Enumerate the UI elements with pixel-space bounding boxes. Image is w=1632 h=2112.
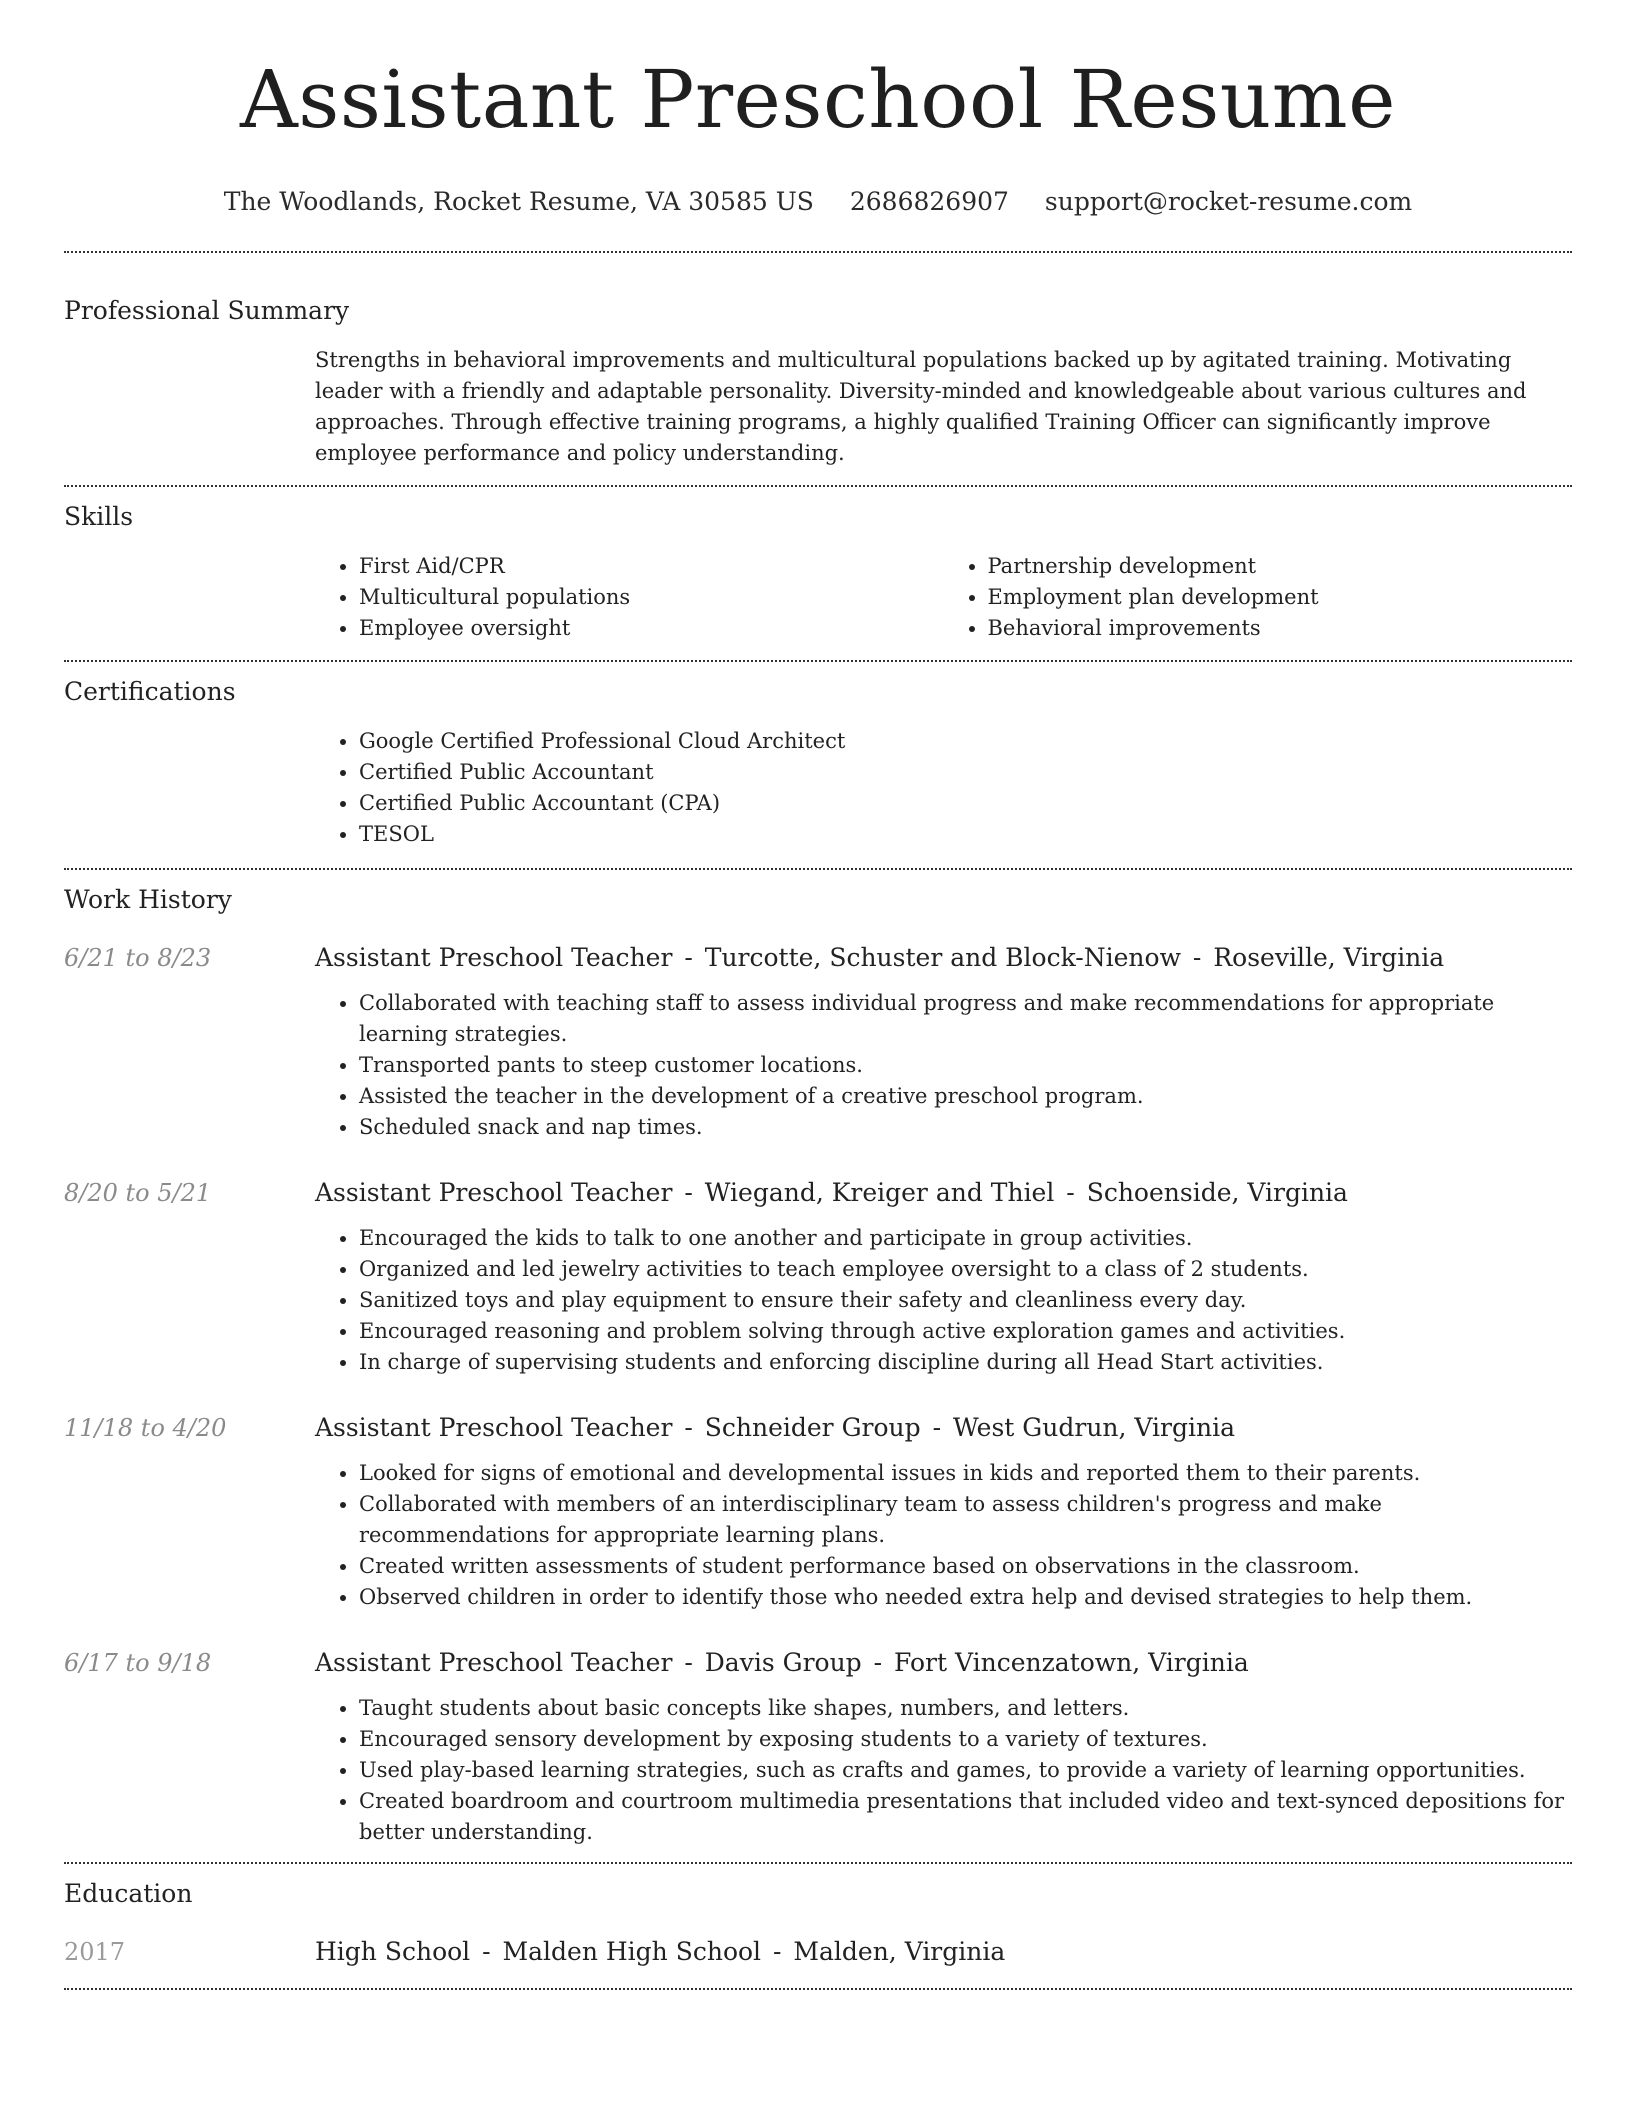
job-bullets [315, 1223, 1572, 1378]
job-bullets [315, 1458, 1572, 1613]
job-entry [64, 1177, 1572, 1378]
skills-list-right [944, 551, 1573, 644]
education-location: Malden, Virginia [793, 1937, 1006, 1966]
education-heading-line: High School - Malden High School - Malden, Virginia [315, 1937, 1006, 1966]
job-bullet: • Looked for signs of emotional and developmental issues in kids and reported them to their parents. [359, 1458, 1572, 1489]
education-section [64, 1878, 1572, 1968]
job-heading: Assistant Preschool Teacher - Davis Group - Fort Vincenzatown, Virginia [315, 1648, 1249, 1677]
skills-section [64, 501, 1572, 644]
certification-item: • Google Certified Professional Cloud Architect [359, 726, 1572, 757]
skill-item: • First Aid/CPR [359, 551, 944, 582]
certifications-section [64, 676, 1572, 850]
work-heading: Work History [64, 885, 232, 914]
job-heading: Assistant Preschool Teacher - Schneider Group - West Gudrun, Virginia [315, 1413, 1235, 1442]
skill-item: • Partnership development [988, 551, 1573, 582]
contact-address: The Woodlands, Rocket Resume, VA 30585 US [223, 187, 814, 216]
job-bullet: • Sanitized toys and play equipment to ensure their safety and cleanliness every day. [359, 1285, 1572, 1316]
job-date: 8/20 to 5/21 [64, 1179, 212, 1207]
certification-item: • TESOL [359, 819, 1572, 850]
job-body [315, 1458, 1572, 1613]
certifications-body [315, 726, 1572, 850]
job-bullet: • Encouraged reasoning and problem solving through active exploration games and activities. [359, 1316, 1572, 1347]
job-role: Assistant Preschool Teacher [315, 1413, 673, 1442]
job-bullets [315, 1693, 1572, 1848]
education-heading: Education [64, 1879, 193, 1908]
work-section [64, 884, 1572, 1848]
job-bullet: • Transported pants to steep customer locations. [359, 1050, 1572, 1081]
job-location: Roseville, Virginia [1213, 943, 1445, 972]
job-bullet: • Encouraged sensory development by exposing students to a variety of textures. [359, 1724, 1572, 1755]
job-date: 11/18 to 4/20 [64, 1414, 227, 1442]
job-entry [64, 1412, 1572, 1613]
job-location: Schoenside, Virginia [1086, 1178, 1348, 1207]
job-heading: Assistant Preschool Teacher - Wiegand, Kreiger and Thiel - Schoenside, Virginia [315, 1178, 1348, 1207]
job-body [315, 1693, 1572, 1848]
education-degree: High School [315, 1937, 471, 1966]
skill-item: • Multicultural populations [359, 582, 944, 613]
skill-item: • Behavioral improvements [988, 613, 1573, 644]
job-heading: Assistant Preschool Teacher - Turcotte, Schuster and Block-Nienow - Roseville, Virginia [315, 943, 1445, 972]
job-bullet: • Created boardroom and courtroom multimedia presentations that included video and text-synced depositions for better understanding. [359, 1786, 1572, 1848]
job-body [315, 988, 1572, 1143]
divider [64, 868, 1572, 870]
job-location: Fort Vincenzatown, Virginia [894, 1648, 1249, 1677]
contact-phone: 2686826907 [849, 187, 1009, 216]
divider [64, 1862, 1572, 1864]
job-location: West Gudrun, Virginia [953, 1413, 1235, 1442]
skills-grid [315, 551, 1572, 644]
skills-list-left [315, 551, 944, 644]
job-company: Davis Group [704, 1648, 862, 1677]
certification-item: • Certified Public Accountant (CPA) [359, 788, 1572, 819]
job-bullets [315, 988, 1572, 1143]
divider [64, 1988, 1572, 1990]
certification-item: • Certified Public Accountant [359, 757, 1572, 788]
job-role: Assistant Preschool Teacher [315, 943, 673, 972]
job-bullet: • In charge of supervising students and enforcing discipline during all Head Start activities. [359, 1347, 1572, 1378]
job-body [315, 1223, 1572, 1378]
job-bullet: • Assisted the teacher in the development of a creative preschool program. [359, 1081, 1572, 1112]
skills-heading: Skills [64, 502, 134, 531]
education-school: Malden High School [502, 1937, 762, 1966]
job-company: Schneider Group [704, 1413, 921, 1442]
contact-email: support@rocket-resume.com [1044, 187, 1413, 216]
education-date: 2017 [64, 1938, 126, 1966]
job-date: 6/17 to 9/18 [64, 1649, 212, 1677]
job-bullet: • Organized and led jewelry activities to teach employee oversight to a class of 2 students. [359, 1254, 1572, 1285]
job-bullet: • Created written assessments of student performance based on observations in the classroom. [359, 1551, 1572, 1582]
job-bullet: • Encouraged the kids to talk to one another and participate in group activities. [359, 1223, 1572, 1254]
job-bullet: • Used play-based learning strategies, such as crafts and games, to provide a variety of learning opportunities. [359, 1755, 1572, 1786]
summary-text: Strengths in behavioral improvements and multicultural populations backed up by agitated training. Motivating leader with a friendly and adaptable personality. Diversity-minded and knowledgeable about various cultures and approaches. Through effective training programs, a highly qualified Training Officer can significantly improve employee performance and policy understanding. [315, 348, 1527, 465]
job-bullet: • Scheduled snack and nap times. [359, 1112, 1572, 1143]
summary-heading: Professional Summary [64, 296, 350, 325]
skill-item: • Employment plan development [988, 582, 1573, 613]
job-bullet: • Observed children in order to identify those who needed extra help and devised strategies to help them. [359, 1582, 1572, 1613]
job-role: Assistant Preschool Teacher [315, 1648, 673, 1677]
certifications-heading: Certifications [64, 677, 236, 706]
job-company: Turcotte, Schuster and Block-Nienow [704, 943, 1181, 972]
resume-title: Assistant Preschool Resume [240, 53, 1396, 146]
certifications-list [315, 726, 1572, 850]
divider [64, 660, 1572, 662]
job-date: 6/21 to 8/23 [64, 944, 212, 972]
education-entry [64, 1936, 1572, 1968]
resume-page [64, 0, 1572, 1990]
job-entry [64, 942, 1572, 1143]
job-bullet: • Collaborated with members of an interdisciplinary team to assess children's progress and make recommendations for appropriate learning plans. [359, 1489, 1572, 1551]
summary-section [64, 295, 1572, 469]
divider [64, 251, 1572, 253]
divider [64, 485, 1572, 487]
job-bullet: • Collaborated with teaching staff to assess individual progress and make recommendations for appropriate learning strategies. [359, 988, 1572, 1050]
contact-line [64, 186, 1572, 218]
job-role: Assistant Preschool Teacher [315, 1178, 673, 1207]
job-entry [64, 1647, 1572, 1848]
skill-item: • Employee oversight [359, 613, 944, 644]
job-bullet: • Taught students about basic concepts like shapes, numbers, and letters. [359, 1693, 1572, 1724]
job-company: Wiegand, Kreiger and Thiel [704, 1178, 1055, 1207]
